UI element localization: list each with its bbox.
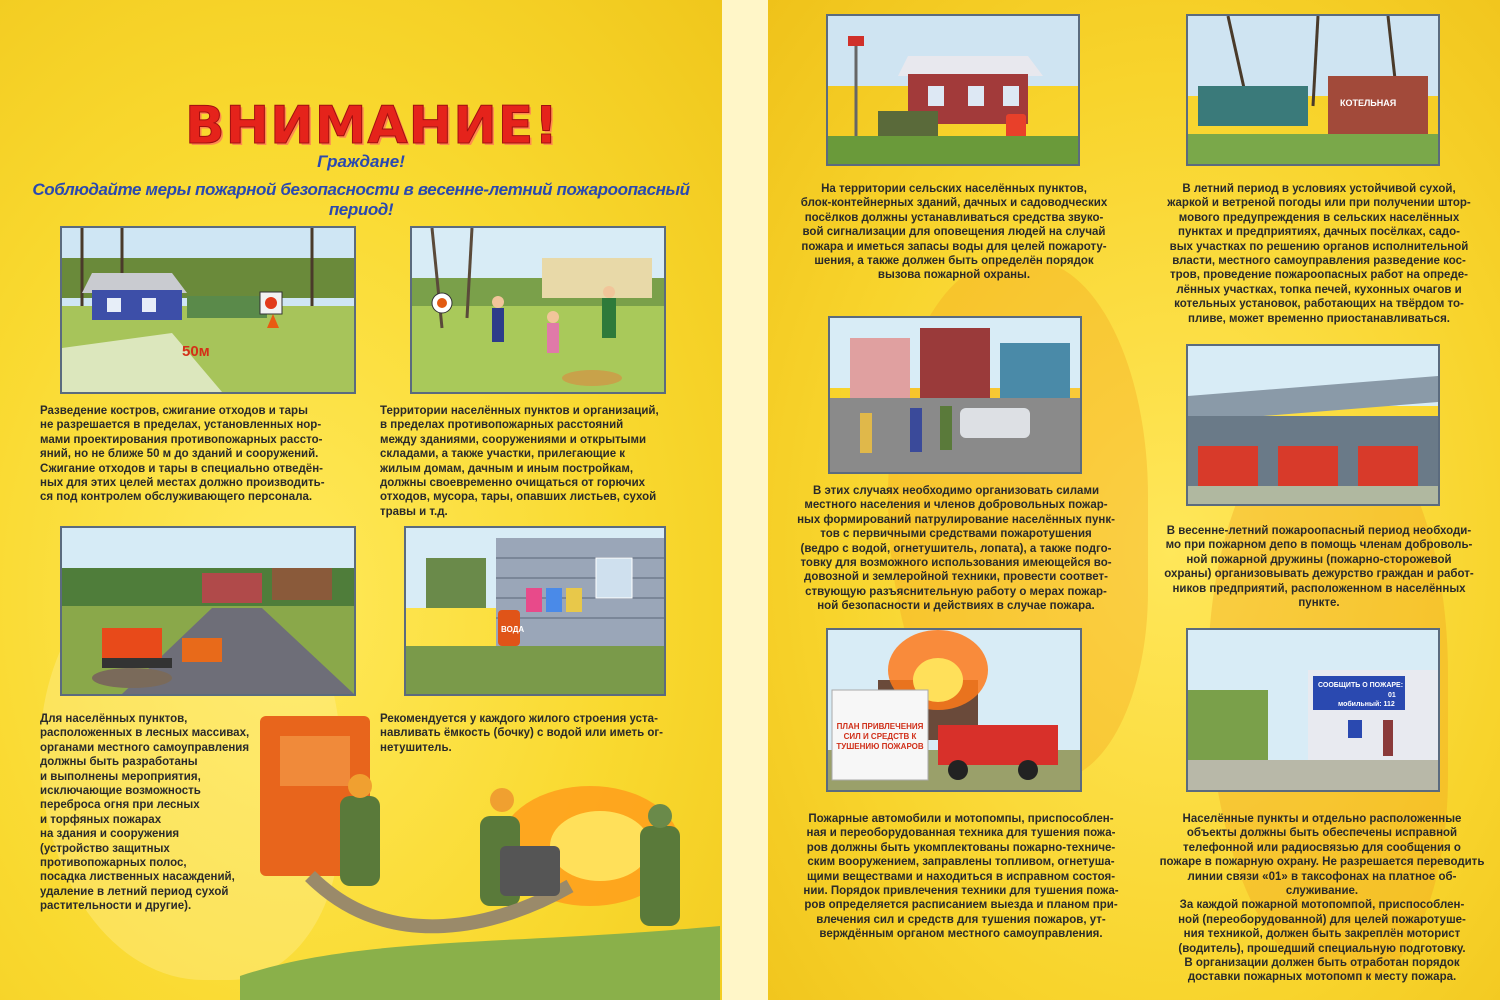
- illustration-firefighters-pump: [240, 696, 720, 1000]
- left-page: [0, 0, 722, 1000]
- report-sign-line1: СООБЩИТЬ О ПОЖАРЕ:: [1318, 682, 1404, 689]
- slogan: Соблюдайте меры пожарной безопасности в весенне-летний пожароопасный период!: [32, 180, 690, 219]
- boiler-sign: КОТЕЛЬНАЯ: [1340, 98, 1397, 108]
- water-barrel-label: ВОДА: [501, 625, 525, 634]
- illustration-fire-depot: [1186, 344, 1440, 506]
- plan-poster: ПЛАН ПРИВЛЕЧЕНИЯ СИЛ И СРЕДСТВ К ТУШЕНИЮ ПОЖАРОВ: [836, 722, 924, 751]
- text-block-patrol: В этих случаях необходимо организовать силами местного населения и членов добровольных пожар- ных формирований патрулирование населённых пунк- тов с первичными средствами пожаротушения (ведро с водой, огнетушитель, лопата), а также подго- товку для возможного использования имеющейся во- довозной и землеройной техники, провести соответ- ствующую разъяснительную работу о мерах пожар- ной безопасности и действиях в случае пожара.: [797, 485, 1115, 613]
- illustration-yard-cleaning: [410, 226, 666, 394]
- illustration-boiler-house: [1186, 14, 1440, 166]
- text-block-bonfires: Разведение костров, сжигание отходов и тары не разрешается в пределах, установленных нор- мами проектирования противопожарных рассто- яний, но не ближе 50 м до зданий и сооружений. Сжигание отходов и тары в специально отведён- ных для этих целей местах должно производить- ся под контролем обслуживающего персонала.: [40, 405, 325, 504]
- distance-sign: 50м: [182, 343, 210, 360]
- page-title: ВНИМАНИЕ!: [185, 96, 559, 156]
- report-sign-line3: мобильный: 112: [1338, 701, 1395, 708]
- illustration-village-alarm: [826, 14, 1080, 166]
- illustration-house-barrel: [404, 526, 666, 696]
- illustration-fire-truck: [826, 628, 1082, 792]
- text-block-duty: В весенне-летний пожароопасный период необходи- мо при пожарном депо в помощь членам доброволь- ной пожарной дружины (пожарно-сторожевой охраны) организовывать дежурство граждан и работ- ников предприятий, расположенном в населённых пункте.: [1164, 525, 1474, 610]
- greeting: Граждане!: [317, 152, 405, 171]
- text-block-communications: Населённые пункты и отдельно расположенные объекты должны быть обеспечены исправной телефонной или радиосвязью для сообщения о пожаре в пожарную охрану. Не разрешается переводить линии связи «01» в таксофонах на платное об- служивание. За каждой пожарной мотопомпой, приспособлен- ной (переоборудованной) для целей пожаротуше- ния техникой, должен быть закреплён моторист (водитель), прошедший специальную подготовку. В организации должен быть отработан порядок доставки пожарных мотопомп к месту пожара.: [1159, 813, 1485, 984]
- text-block-suspension: В летний период в условиях устойчивой сухой, жаркой и ветреной погоды или при получении штор- мового предупреждения в сельских населённых пунктах и предприятиях, дачных посёлках, садо- вых участках по решению органов исполнительной власти, местного самоуправления разведение кос- тров, проведение пожароопасных работ на опреде- лённых участках, топка печей, кухонных очагов и котельных установок, работающих на твёрдом то- пливе, может временно приостанавливаться.: [1167, 183, 1471, 325]
- page-gutter: [722, 0, 768, 1000]
- illustration-report-sign: [1186, 628, 1440, 792]
- text-block-fire-equipment: Пожарные автомобили и мотопомпы, приспособлен- ная и переоборудованная техника для тушения пожа- ров должны быть укомплектованы пожарно-техниче- ским вооружением, заправлены топливом, огнетуша- щими веществами и находиться в исправном состоя- нии. Порядок привлечения техники для тушения пожа- ров определяется расписанием выезда и планом при- влечения сил и средств для тушения пожаров, ут- верждённым органом местного самоуправления.: [803, 813, 1119, 941]
- text-block-barrel: Рекомендуется у каждого жилого строения уста- навливать ёмкость (бочку) с водой или иметь ог- нетушитель.: [380, 713, 664, 754]
- text-block-territories: Территории населённых пунктов и организаций, в пределах противопожарных расстояний между зданиями, сооружениями и открытыми складами, а также участки, прилегающие к жилым домам, дачным и иным постройкам, должны своевременно очищаться от горючих отходов, мусора, тары, опавших листьев, сухой травы и т.д.: [380, 405, 659, 518]
- report-sign-line2: 01: [1388, 692, 1396, 699]
- text-block-alarm: На территории сельских населённых пунктов, блок-контейнерных зданий, дачных и садоводческих посёлков должны устанавливаться средства звуко- вой сигнализации для оповещения людей на случай пожара и иметься запасы воды для целей пожароту- шения, а также должен быть определён порядок вызова пожарной охраны.: [800, 183, 1108, 282]
- illustration-patrol: [828, 316, 1082, 474]
- right-page: [768, 0, 1500, 1000]
- illustration-forest-village: [60, 526, 356, 696]
- text-block-forest-villages: Для населённых пунктов, расположенных в лесных массивах, органами местного самоуправления должны быть разработаны и выполнены мероприятия, исключающие возможность переброса огня при лесных и торфяных пожарах на здания и сооружения (устройство защитных противопожарных полос, посадка лиственных насаждений, удаление в летний период сухой растительности и другие).: [40, 713, 250, 913]
- illustration-bonfire-distance: [60, 226, 356, 394]
